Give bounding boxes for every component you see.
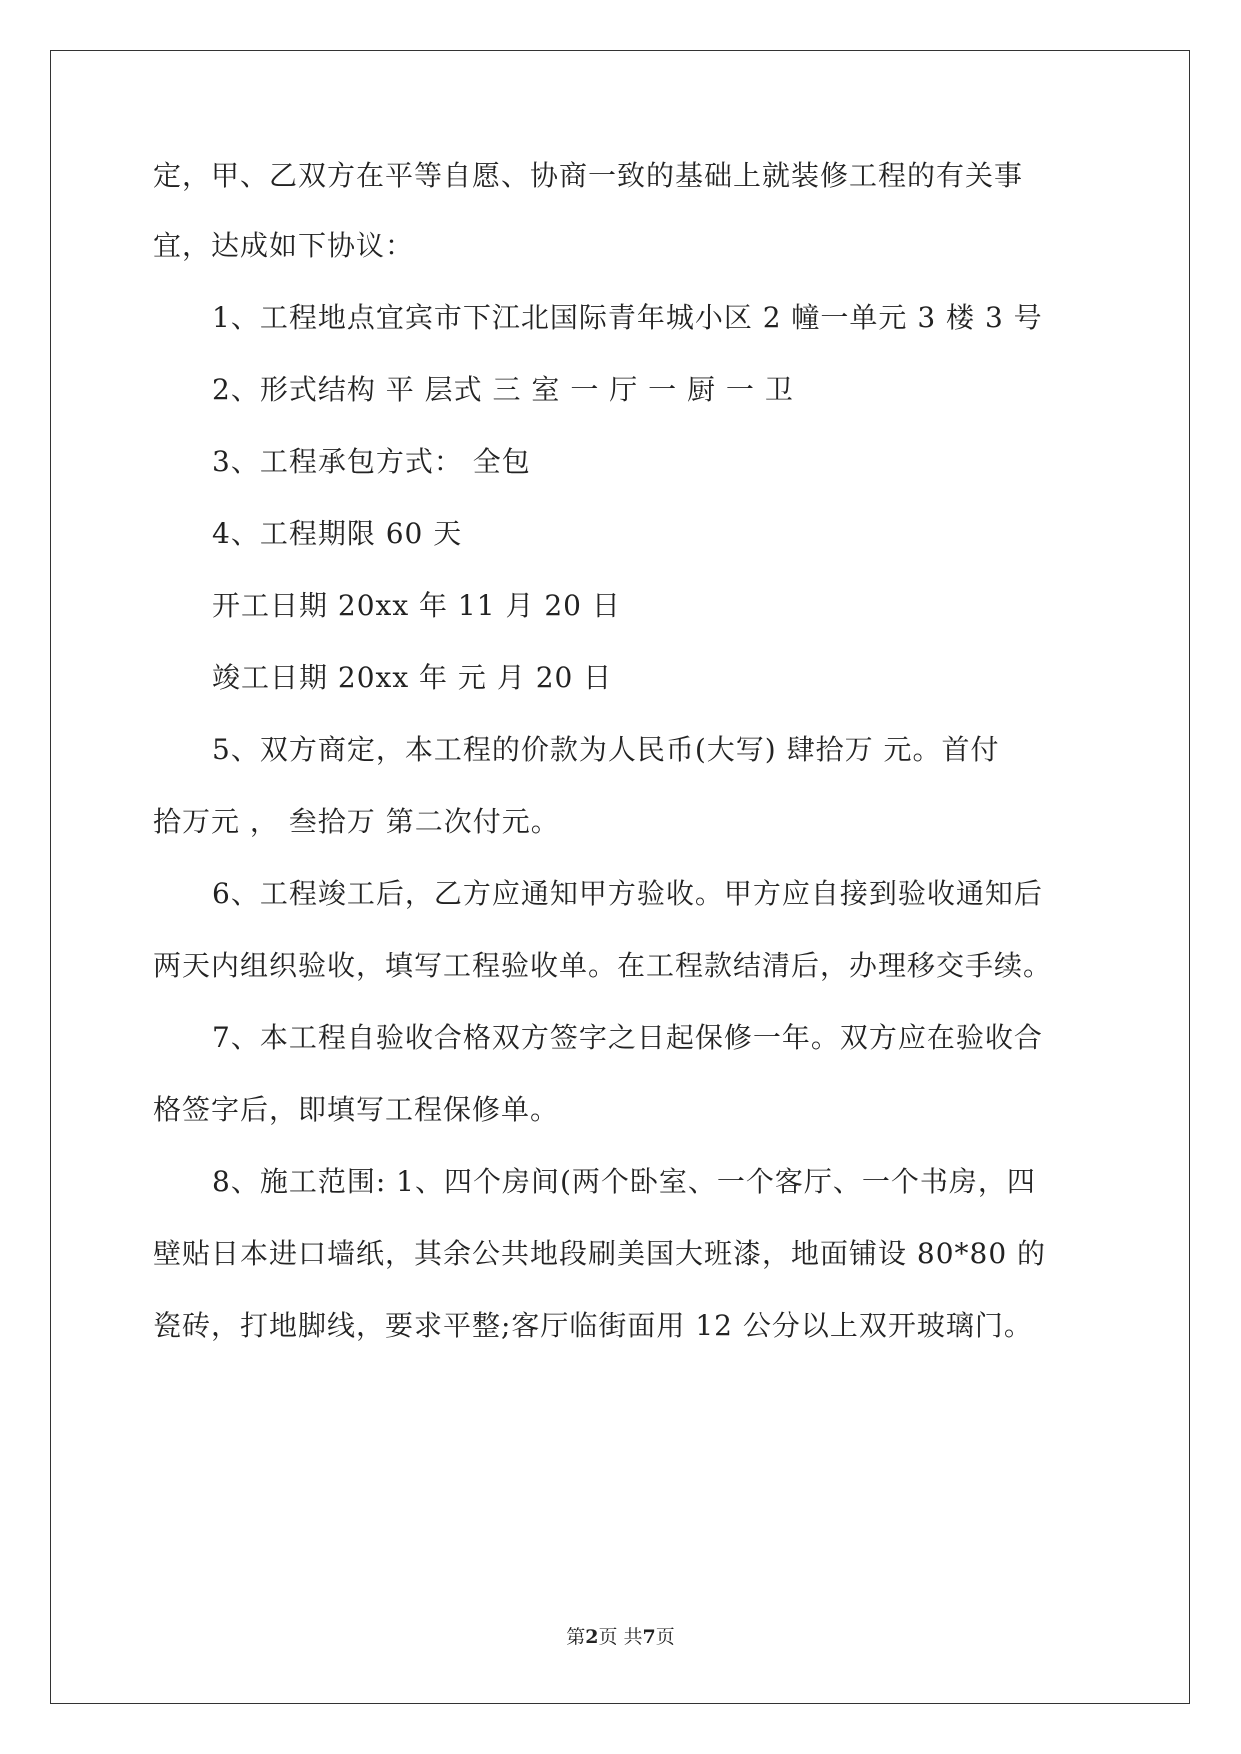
- text-line: 2、形式结构 平 层式 三 室 一 厅 一 厨 一 卫: [212, 373, 794, 406]
- footer-total-pages: 7: [642, 1626, 656, 1648]
- text-line: 5、双方商定，本工程的价款为人民币(大写) 肆拾万 元。首付: [212, 733, 1000, 766]
- text-line: 8、施工范围: 1、四个房间(两个卧室、一个客厅、一个书房，四: [212, 1165, 1036, 1198]
- footer-suffix: 页: [655, 1626, 675, 1648]
- text-line: 1、工程地点宜宾市下江北国际青年城小区 2 幢一单元 3 楼 3 号: [212, 301, 1043, 334]
- text-line: 竣工日期 20xx 年 元 月 20 日: [212, 661, 613, 694]
- text-line: 开工日期 20xx 年 11 月 20 日: [212, 589, 621, 622]
- text-line: 瓷砖，打地脚线，要求平整;客厅临街面用 12 公分以上双开玻璃门。: [153, 1309, 1033, 1342]
- text-line: 两天内组织验收，填写工程验收单。在工程款结清后，办理移交手续。: [153, 949, 1053, 982]
- text-line: 3、工程承包方式： 全包: [212, 445, 531, 478]
- footer-page-number: 2: [585, 1626, 599, 1648]
- text-line: 定，甲、乙双方在平等自愿、协商一致的基础上就装修工程的有关事: [153, 159, 1024, 192]
- text-line: 7、本工程自验收合格双方签字之日起保修一年。双方应在验收合: [212, 1021, 1043, 1054]
- text-line: 格签字后，即填写工程保修单。: [153, 1093, 560, 1126]
- text-line: 4、工程期限 60 天: [212, 517, 463, 550]
- page-footer: [0, 1622, 1241, 1649]
- footer-prefix: 第: [566, 1626, 586, 1648]
- text-line: 拾万元 ， 叁拾万 第二次付元。: [153, 805, 560, 838]
- text-line: 6、工程竣工后，乙方应通知甲方验收。甲方应自接到验收通知后: [212, 877, 1043, 910]
- text-line: 宜，达成如下协议：: [153, 229, 415, 262]
- footer-middle: 页 共: [598, 1626, 643, 1648]
- text-line: 壁贴日本进口墙纸，其余公共地段刷美国大班漆，地面铺设 80*80 的: [153, 1237, 1047, 1270]
